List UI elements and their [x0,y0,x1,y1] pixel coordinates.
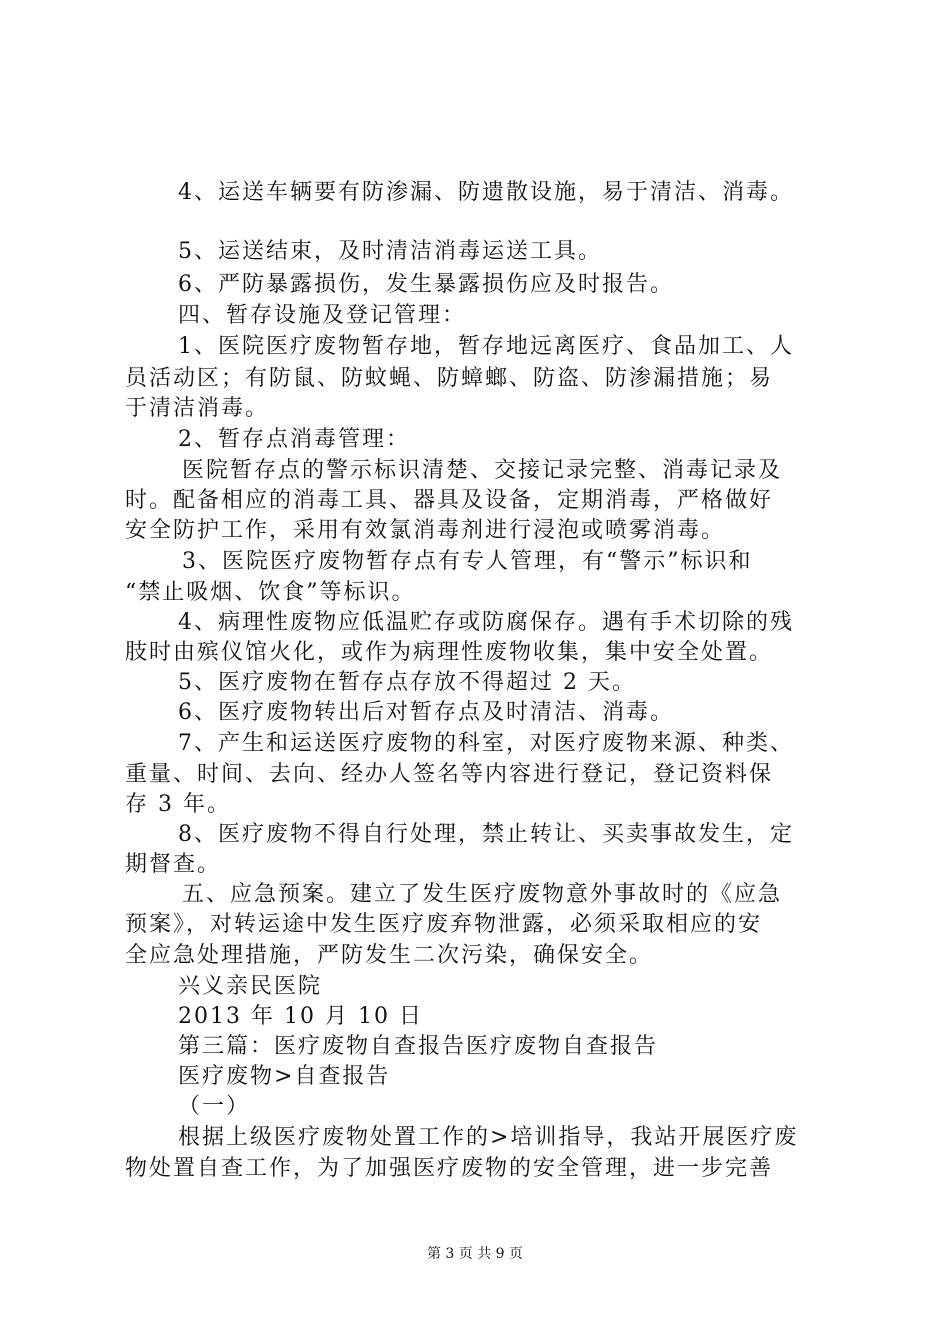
text-line: 安全防护工作，采用有效氯消毒剂进行浸泡或喷雾消毒。 [125,518,726,543]
text-line: 4、病理性废物应低温贮存或防腐保存。遇有手术切除的残 [178,610,794,635]
text-line: 6、医疗废物转出后对暂存点及时清洁、消毒。 [178,700,674,725]
text-line: 1、医院医疗废物暂存地，暂存地远离医疗、食品加工、人 [178,334,794,359]
text-line: 于清洁消毒。 [125,396,270,421]
text-line: 6、严防暴露损伤，发生暴露损伤应及时报告。 [178,272,674,297]
subheading-number: （一） [178,1094,251,1119]
text-line: 全应急处理措施，严防发生二次污染，确保安全。 [125,943,654,968]
text-line: 时。配备相应的消毒工具、器具及设备，定期消毒，严格做好 [125,488,774,513]
text-line: 存 3 年。 [125,792,231,817]
text-line: 5、运送结束，及时清洁消毒运送工具。 [178,239,602,264]
subheading: 医疗废物>自查报告 [178,1064,391,1089]
text-line: 重量、时间、去向、经办人签名等内容进行登记，登记资料保 [125,762,774,787]
text-line: 2、暂存点消毒管理： [178,427,410,452]
signature-date: 2013 年 10 月 10 日 [178,1004,423,1029]
section-heading: 五、应急预案。建立了发生医疗废物意外事故时的《应急 [182,882,783,907]
text-line: “禁止吸烟、饮食”等标识。 [125,580,416,605]
text-line: 4、运送车辆要有防渗漏、防遗散设施，易于清洁、消毒。 [178,180,794,205]
text-line: 预案》，对转运途中发生医疗废弃物泄露，必须采取相应的安 [125,912,763,937]
section-heading: 四、暂存设施及登记管理： [178,303,467,328]
text-line: 7、产生和运送医疗废物的科室，对医疗废物来源、种类、 [178,731,794,756]
text-line: 肢时由殡仪馆火化，或作为病理性废物收集，集中安全处置。 [125,640,774,665]
page-footer: 第 3 页 共 9 页 [426,1246,524,1262]
text-line: 物处置自查工作，为了加强医疗废物的安全管理，进一步完善 [125,1156,774,1181]
signature-hospital-name: 兴义亲民医院 [178,974,323,999]
text-line: 期督查。 [125,852,222,877]
text-line: 根据上级医疗废物处置工作的>培训指导，我站开展医疗废 [178,1125,799,1150]
text-line: 5、医疗废物在暂存点存放不得超过 2 天。 [178,670,636,695]
text-line: 3、医院医疗废物暂存点有专人管理，有“警示”标识和 [182,549,753,574]
text-line: 员活动区；有防鼠、防蚊蝇、防蟑螂、防盗、防渗漏措施；易 [125,366,774,391]
chapter-heading: 第三篇：医疗废物自查报告医疗废物自查报告 [178,1034,659,1059]
text-line: 8、医疗废物不得自行处理，禁止转让、买卖事故发生，定 [178,822,794,847]
text-line: 医院暂存点的警示标识清楚、交接记录完整、消毒记录及 [182,458,783,483]
